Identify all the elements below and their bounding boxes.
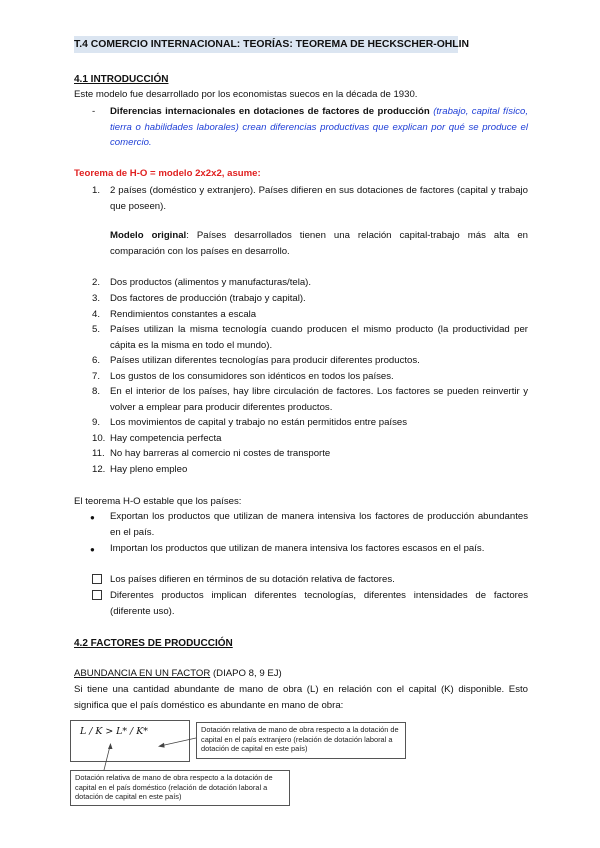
list-number: 10. [92, 433, 106, 444]
model-original-paragraph [110, 228, 528, 259]
list-number: 2. [92, 277, 101, 288]
section-heading-intro: 4.1 INTRODUCCIÓN [74, 74, 169, 85]
list-item-5: Países utilizan la misma tecnología cuando producen el mismo producto (la productividad per cápita es la misma en todo el mundo). [110, 324, 528, 351]
establishes-lead: El teorema H-O estable que los países: [74, 496, 242, 507]
list-item-8: En el interior de los países, hay libre circulación de factores. Los factores se pueden reinvertir y volver a emplear para producir diferentes productos. [110, 386, 528, 413]
arrow-line-domestic [104, 746, 110, 770]
intro-italic-text: (trabajo, capital físico, tierra o habilidades laborales) crean diferencias productivas que explican por qué se produce el comercio. [110, 106, 528, 148]
subheading-rest: (DIAPO 8, 9 EJ) [210, 668, 282, 679]
formula-labor-capital-ratio: L / K > L* / K* [80, 726, 148, 737]
list-number: 9. [92, 417, 101, 428]
list-number: 11. [92, 448, 105, 459]
arrowhead-icon [108, 743, 113, 749]
list-item-9: Los movimientos de capital y trabajo no están permitidos entre países [110, 417, 408, 428]
section-heading-factors: 4.2 FACTORES DE PRODUCCIÓN [74, 638, 233, 649]
annotation-box-foreign: Dotación relativa de mano de obra respecto a la dotación de capital en el país extranjero (relación de dotación laboral a dotación de capital en este país) [196, 722, 406, 759]
list-number: 12. [92, 464, 106, 475]
list-number: 5. [92, 324, 101, 335]
dash-marker: - [92, 106, 96, 117]
list-item-12: Hay pleno empleo [110, 464, 188, 475]
intro-dash-item [110, 104, 528, 151]
arrowhead-icon [158, 743, 165, 748]
list-item-11: No hay barreras al comercio ni costes de transporte [110, 448, 331, 459]
arrow-annotations [100, 732, 200, 772]
list-number: 7. [92, 371, 101, 382]
abundance-paragraph: Si tiene una cantidad abundante de mano de obra (L) en relación con el capital (K) disponible. Esto significa que el país doméstico es abundante en mano de obra: [74, 684, 528, 711]
list-item-10: Hay competencia perfecta [110, 433, 222, 444]
list-number: 8. [92, 386, 101, 397]
subheading-abundance [74, 666, 282, 682]
subheading-underlined: ABUNDANCIA EN UN FACTOR [74, 668, 211, 679]
theorem-heading: Teorema de H-O = modelo 2x2x2, asume: [74, 168, 261, 179]
bullet-dot: ● [90, 545, 95, 554]
document-title: T.4 COMERCIO INTERNACIONAL: TEORÍAS: TEOREMA DE HECKSCHER-OHLIN [74, 36, 458, 53]
checkbox-icon [92, 590, 102, 600]
list-item-1: 2 países (doméstico y extranjero). Países difieren en sus dotaciones de factores (capital y trabajo que poseen). [110, 185, 528, 212]
list-number: 6. [92, 355, 101, 366]
list-number: 1. [92, 185, 101, 196]
list-item-7: Los gustos de los consumidores son idénticos en todos los países. [110, 371, 394, 382]
list-item-2: Dos productos (alimentos y manufacturas/tela). [110, 277, 312, 288]
model-original-text: : Países desarrollados tienen una relación capital-trabajo más alta en comparación con los países en desarrollo. [110, 230, 528, 257]
list-number: 3. [92, 293, 101, 304]
annotation-box-domestic: Dotación relativa de mano de obra respecto a la dotación de capital en el país doméstico (relación de dotación laboral a dotación de capital en este país) [70, 770, 290, 806]
intro-bold-text: Diferencias internacionales en dotaciones de factores de producción [110, 106, 430, 117]
check-item-technology: Diferentes productos implican diferentes tecnologías, diferentes intensidades de factores (diferente uso). [110, 590, 528, 617]
check-item-endowment: Los países difieren en términos de su dotación relativa de factores. [110, 574, 395, 585]
list-item-3: Dos factores de producción (trabajo y capital). [110, 293, 306, 304]
list-item-6: Países utilizan diferentes tecnologías para producir diferentes productos. [110, 355, 420, 366]
bullet-item-import: Importan los productos que utilizan de manera intensiva los factores escasos en el país. [110, 543, 485, 554]
model-original-label: Modelo original [110, 230, 187, 241]
bullet-dot: ● [90, 513, 95, 522]
arrow-line-foreign [160, 738, 196, 746]
bullet-item-export: Exportan los productos que utilizan de manera intensiva los factores de producción abundantes en el país. [110, 511, 528, 538]
list-number: 4. [92, 309, 101, 320]
list-item-4: Rendimientos constantes a escala [110, 309, 257, 320]
intro-paragraph: Este modelo fue desarrollado por los economistas suecos en la década de 1930. [74, 89, 418, 100]
checkbox-icon [92, 574, 102, 584]
